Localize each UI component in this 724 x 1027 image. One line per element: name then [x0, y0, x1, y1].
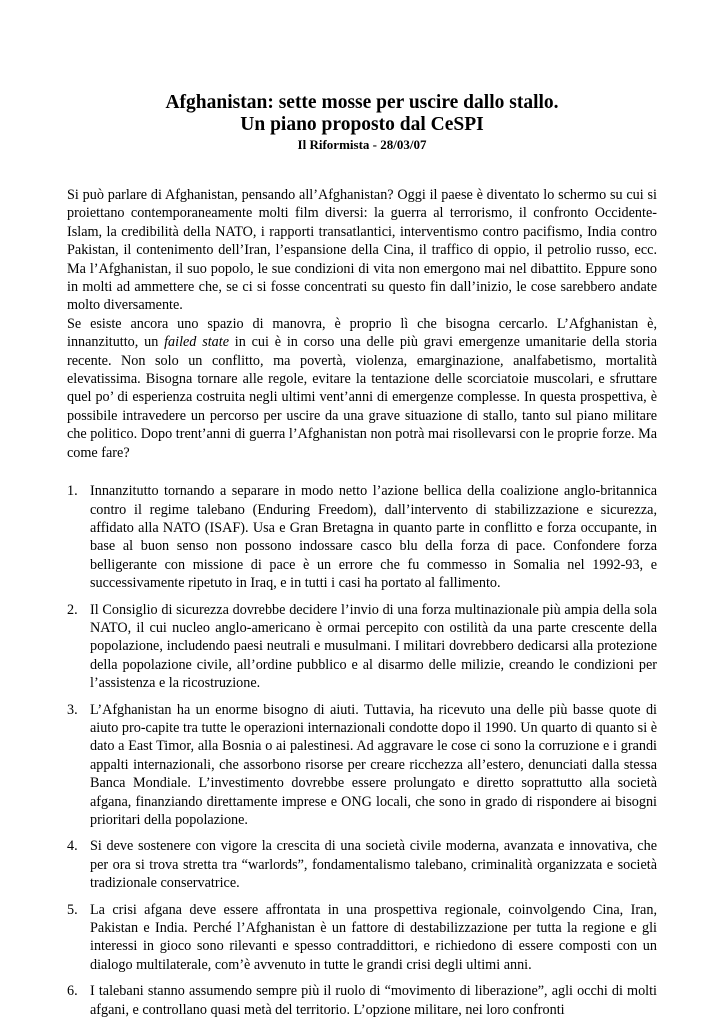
list-item-number: 2. [67, 601, 78, 618]
intro-paragraph-2 [67, 315, 657, 462]
list-item-text: Il Consiglio di sicurezza dovrebbe decidere l’invio di una forza multinazionale più ampia della sola NATO, il cui nucleo anglo-americano è ormai percepito con ostilità da una parte crescente della popolazione, includendo paesi neutrali e musulmani. I militari dovrebbero dedicarsi alla protezione della popolazione civile, all’ordine pubblico e al disarmo delle milizie, creando le condizioni per l’assistenza e la ricostruzione. [90, 601, 657, 692]
list-item-number: 4. [67, 838, 78, 855]
list-item-number: 5. [67, 901, 78, 918]
list-item [67, 837, 657, 892]
source-line: Il Riformista - 28/03/07 [297, 137, 427, 152]
list-item-number: 3. [67, 701, 78, 718]
intro-section [67, 186, 657, 462]
list-item-text: Innanzitutto tornando a separare in modo netto l’azione bellica della coalizione anglo-britannica contro il regime talebano (Enduring Freedom), dall’intervento di stabilizzazione e sicurezza, affidato alla NATO (ISAF). Usa e Gran Bretagna in quanto parte in conflitto e forza occupante, in base al buon senso non possono indossare casco blu della forza di pace. Confondere forza belligerante con missione di pace è un errore che fu commesso in Somalia nel 1992-93, e successivamente ripetuto in Iraq, e in tutti i casi ha portato al fallimento. [90, 483, 657, 592]
list-item-text: L’Afghanistan ha un enorme bisogno di aiuti. Tuttavia, ha ricevuto una delle più basse quote di aiuto pro-capite tra tutte le operazioni internazionali condotte dopo il 1990. Un quarto di quanto si è dato a East Timor, alla Bosnia o ai palestinesi. Ad aggravare le cose ci sono la corruzione e i grandi appalti internazionali, che assorbono risorse per creare ricchezza all’estero, denunciati dalla stessa Banca Mondiale. L’investimento dovrebbe essere prolungato e diretto soprattutto alla società afgana, finanziando direttamente imprese e ONG locali, che sono in grado di rispondere ai bisogni prioritari della popolazione. [90, 701, 657, 828]
numbered-list [67, 482, 657, 1019]
list-item-number: 6. [67, 983, 78, 1000]
intro-paragraph-2-before: Se esiste ancora uno spazio di manovra, è proprio lì che bisogna cercarlo. L’Afghanistan è, innanzitutto, un [67, 315, 657, 351]
list-item [67, 601, 657, 693]
title-line-1: Afghanistan: sette mosse per uscire dallo stallo. [165, 92, 559, 113]
intro-paragraph-2-after: in cui è in corso una delle più gravi emergenze umanitarie della storia recente. Non solo un conflitto, ma povertà, violenza, emarginazione, analfabetismo, mortalità elevatissima. Bisogna tornare alle regole, evitare la tentazione delle scorciatoie muscolari, e sfruttare quel po’ di esperienza costruita negli ultimi vent’anni di emergenze complesse. In questa prospettiva, è possibile intravedere un percorso per uscire da una grave situazione di stallo, tanto sul piano militare che politico. Dopo trent’anni di guerra l’Afghanistan non potrà mai risollevarsi con le proprie forze. Ma come fare? [67, 334, 657, 461]
document-page [67, 92, 657, 1027]
title-line-2: Un piano proposto dal CeSPI [240, 114, 484, 135]
list-item-text: La crisi afgana deve essere affrontata in una prospettiva regionale, coinvolgendo Cina, Iran, Pakistan e India. Perché l’Afghanistan è un fattore di destabilizzazione per tutta la regione e gli interessi in gioco sono rilevanti e spesso contraddittori, e richiedono di essere composti con un dialogo multilaterale, com’è avvenuto in tutte le grandi crisi degli ultimi anni. [90, 901, 657, 973]
list-item-number: 1. [67, 483, 78, 500]
emphasis-failed-state: failed state [164, 334, 229, 351]
list-item [67, 482, 657, 592]
document-title [67, 92, 657, 136]
list-item [67, 982, 657, 1019]
intro-paragraph-1: Si può parlare di Afghanistan, pensando all’Afghanistan? Oggi il paese è diventato lo schermo su cui si proiettano contemporaneamente molti film diversi: la guerra al terrorismo, il confronto Occidente-Islam, la credibilità della NATO, i rapporti transatlantici, interventismo contro pacifismo, India contro Pakistan, il contenimento dell’Iran, l’espansione della Cina, il traffico di oppio, il petrolio russo, ecc. Ma l’Afghanistan, il suo popolo, le sue condizioni di vita non emergono mai nel dibattito. Eppure sono in molti ad ammettere che, se ci si fosse concentrati su questo fin dall’inizio, le cose sarebbero andate molto diversamente. [67, 187, 657, 314]
list-item [67, 901, 657, 975]
list-item-text: I talebani stanno assumendo sempre più il ruolo di “movimento di liberazione”, agli occhi di molti afgani, e controllano quasi metà del territorio. L’opzione militare, nei loro confronti [90, 983, 657, 1018]
list-item-text: Si deve sostenere con vigore la crescita di una società civile moderna, avanzata e innovativa, che per ora si trova stretta tra “warlords”, fondamentalismo talebano, criminalità organizzata e società tradizionale conservatrice. [90, 838, 657, 892]
list-item [67, 701, 657, 830]
